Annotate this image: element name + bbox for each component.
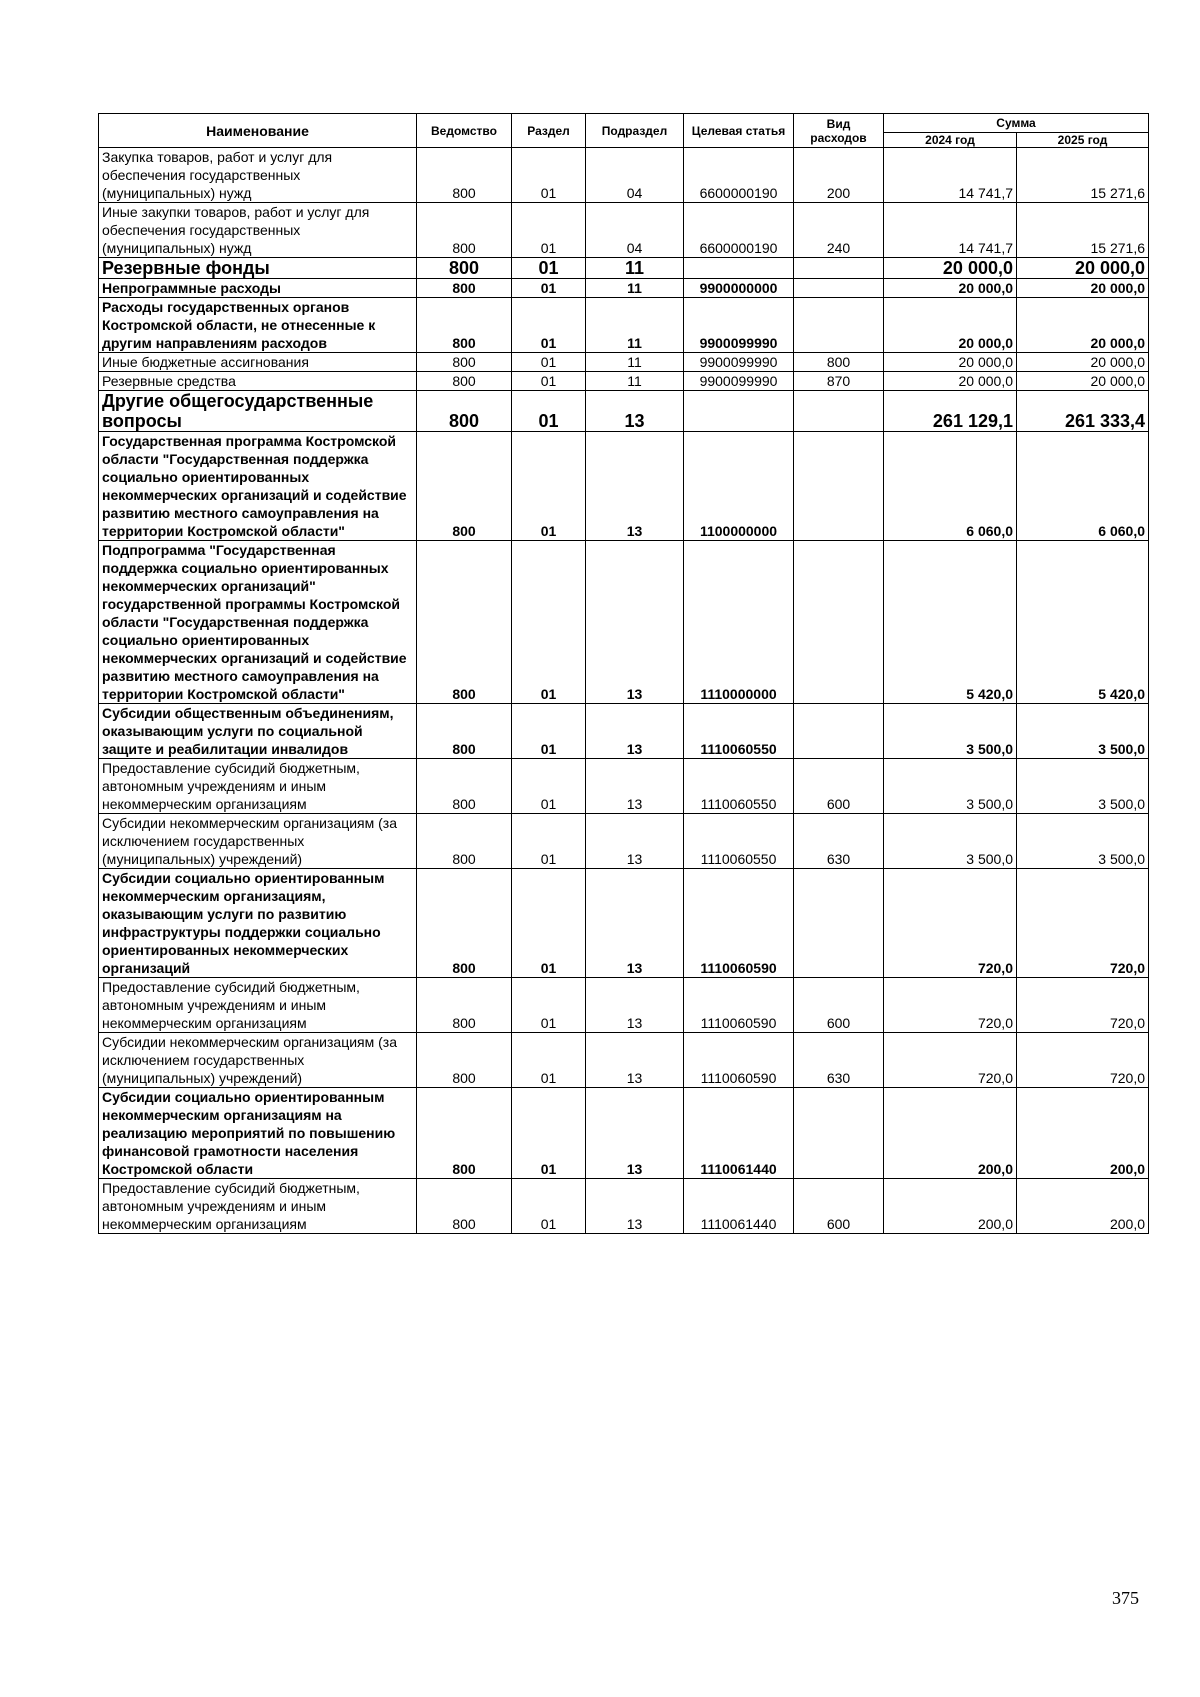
table-row	[99, 298, 1149, 353]
cell-dept: 800	[417, 298, 512, 353]
cell-target: 1100000000	[684, 432, 794, 541]
cell-dept: 800	[417, 759, 512, 814]
cell-name: Резервные фонды	[99, 258, 417, 279]
cell-sum-2025: 20 000,0	[1017, 279, 1149, 298]
cell-target: 6600000190	[684, 148, 794, 203]
header-year-2025: 2025 год	[1017, 133, 1149, 148]
cell-kind: 200	[794, 148, 884, 203]
cell-sum-2025: 6 060,0	[1017, 432, 1149, 541]
cell-target: 1110000000	[684, 541, 794, 704]
cell-sum-2024: 14 741,7	[884, 203, 1017, 258]
cell-dept: 800	[417, 1088, 512, 1179]
cell-name: Предоставление субсидий бюджетным, автономным учреждениям и иным некоммерческим организациям	[99, 759, 417, 814]
cell-kind	[794, 279, 884, 298]
cell-sum-2025: 20 000,0	[1017, 353, 1149, 372]
table-body	[99, 148, 1149, 1234]
cell-sum-2024: 200,0	[884, 1179, 1017, 1234]
cell-target	[684, 391, 794, 432]
table-row	[99, 258, 1149, 279]
cell-subsection: 13	[586, 1179, 684, 1234]
cell-kind: 630	[794, 814, 884, 869]
cell-section: 01	[512, 814, 586, 869]
header-year-2024: 2024 год	[884, 133, 1017, 148]
cell-sum-2025: 720,0	[1017, 869, 1149, 978]
cell-kind: 600	[794, 1179, 884, 1234]
cell-name: Иные закупки товаров, работ и услуг для обеспечения государственных (муниципальных) нужд	[99, 203, 417, 258]
cell-subsection: 11	[586, 353, 684, 372]
cell-subsection: 13	[586, 978, 684, 1033]
cell-section: 01	[512, 1179, 586, 1234]
cell-target: 1110060550	[684, 759, 794, 814]
cell-sum-2025: 720,0	[1017, 1033, 1149, 1088]
cell-kind: 800	[794, 353, 884, 372]
cell-sum-2024: 3 500,0	[884, 814, 1017, 869]
cell-kind: 600	[794, 978, 884, 1033]
cell-name: Субсидии общественным объединениям, оказывающим услуги по социальной защите и реабилитации инвалидов	[99, 704, 417, 759]
cell-section: 01	[512, 978, 586, 1033]
table-header	[99, 114, 1149, 148]
cell-dept: 800	[417, 372, 512, 391]
cell-section: 01	[512, 148, 586, 203]
cell-target: 9900099990	[684, 298, 794, 353]
cell-target: 1110061440	[684, 1088, 794, 1179]
budget-table	[98, 113, 1149, 1234]
table-row	[99, 372, 1149, 391]
cell-sum-2024: 200,0	[884, 1088, 1017, 1179]
cell-sum-2024: 6 060,0	[884, 432, 1017, 541]
table-row	[99, 704, 1149, 759]
cell-sum-2025: 3 500,0	[1017, 814, 1149, 869]
cell-name: Субсидии социально ориентированным некоммерческим организациям на реализацию мероприятий по повышению финансовой грамотности населения Костромской области	[99, 1088, 417, 1179]
cell-kind	[794, 258, 884, 279]
header-kind: Вид расходов	[794, 114, 884, 148]
cell-kind	[794, 432, 884, 541]
table-row	[99, 148, 1149, 203]
table-row	[99, 978, 1149, 1033]
cell-dept: 800	[417, 978, 512, 1033]
cell-sum-2024: 720,0	[884, 978, 1017, 1033]
cell-kind: 870	[794, 372, 884, 391]
cell-sum-2025: 720,0	[1017, 978, 1149, 1033]
cell-name: Субсидии некоммерческим организациям (за исключением государственных (муниципальных) учреждений)	[99, 814, 417, 869]
cell-sum-2024: 14 741,7	[884, 148, 1017, 203]
cell-sum-2025: 5 420,0	[1017, 541, 1149, 704]
cell-subsection: 13	[586, 391, 684, 432]
cell-target	[684, 258, 794, 279]
cell-name: Субсидии некоммерческим организациям (за исключением государственных (муниципальных) учреждений)	[99, 1033, 417, 1088]
cell-sum-2025: 3 500,0	[1017, 759, 1149, 814]
cell-subsection: 13	[586, 1033, 684, 1088]
cell-sum-2025: 200,0	[1017, 1088, 1149, 1179]
table-row	[99, 353, 1149, 372]
cell-dept: 800	[417, 1033, 512, 1088]
cell-sum-2025: 3 500,0	[1017, 704, 1149, 759]
cell-kind	[794, 869, 884, 978]
cell-sum-2025: 20 000,0	[1017, 298, 1149, 353]
cell-target: 1110060590	[684, 869, 794, 978]
cell-section: 01	[512, 279, 586, 298]
cell-kind: 630	[794, 1033, 884, 1088]
cell-target: 1110061440	[684, 1179, 794, 1234]
cell-sum-2024: 20 000,0	[884, 353, 1017, 372]
cell-target: 1110060590	[684, 1033, 794, 1088]
cell-dept: 800	[417, 391, 512, 432]
cell-sum-2025: 261 333,4	[1017, 391, 1149, 432]
cell-sum-2024: 261 129,1	[884, 391, 1017, 432]
cell-sum-2024: 5 420,0	[884, 541, 1017, 704]
cell-section: 01	[512, 372, 586, 391]
cell-subsection: 04	[586, 203, 684, 258]
table-row	[99, 1179, 1149, 1234]
cell-target: 1110060590	[684, 978, 794, 1033]
cell-kind: 240	[794, 203, 884, 258]
cell-subsection: 11	[586, 279, 684, 298]
header-name: Наименование	[99, 114, 417, 148]
cell-sum-2025: 15 271,6	[1017, 203, 1149, 258]
cell-kind: 600	[794, 759, 884, 814]
cell-name: Подпрограмма "Государственная поддержка социально ориентированных некоммерческих организаций" государственной программы Костромской области "Государственная поддержка социально ориентированных некоммерческих организаций и содействие развитию местного самоуправления на территории Костромской области"	[99, 541, 417, 704]
table-row	[99, 203, 1149, 258]
cell-sum-2025: 15 271,6	[1017, 148, 1149, 203]
cell-section: 01	[512, 1033, 586, 1088]
cell-subsection: 13	[586, 814, 684, 869]
cell-kind	[794, 541, 884, 704]
cell-dept: 800	[417, 353, 512, 372]
cell-name: Расходы государственных органов Костромской области, не отнесенные к другим направлениям расходов	[99, 298, 417, 353]
cell-sum-2024: 20 000,0	[884, 372, 1017, 391]
cell-dept: 800	[417, 541, 512, 704]
cell-subsection: 13	[586, 432, 684, 541]
cell-name: Непрограммные расходы	[99, 279, 417, 298]
cell-dept: 800	[417, 704, 512, 759]
cell-section: 01	[512, 869, 586, 978]
cell-subsection: 11	[586, 298, 684, 353]
cell-dept: 800	[417, 258, 512, 279]
table-row	[99, 1088, 1149, 1179]
cell-name: Резервные средства	[99, 372, 417, 391]
cell-kind	[794, 1088, 884, 1179]
cell-dept: 800	[417, 1179, 512, 1234]
cell-name: Государственная программа Костромской области "Государственная поддержка социально ориентированных некоммерческих организаций и содействие развитию местного самоуправления на территории Костромской области"	[99, 432, 417, 541]
cell-section: 01	[512, 759, 586, 814]
header-dept: Ведомство	[417, 114, 512, 148]
cell-sum-2025: 20 000,0	[1017, 258, 1149, 279]
cell-name: Предоставление субсидий бюджетным, автономным учреждениям и иным некоммерческим организациям	[99, 1179, 417, 1234]
cell-name: Закупка товаров, работ и услуг для обеспечения государственных (муниципальных) нужд	[99, 148, 417, 203]
cell-sum-2024: 20 000,0	[884, 298, 1017, 353]
cell-target: 9900099990	[684, 372, 794, 391]
cell-sum-2024: 3 500,0	[884, 704, 1017, 759]
cell-sum-2024: 20 000,0	[884, 258, 1017, 279]
cell-subsection: 11	[586, 258, 684, 279]
table-row	[99, 869, 1149, 978]
table-row	[99, 541, 1149, 704]
header-target: Целевая статья	[684, 114, 794, 148]
table-row	[99, 391, 1149, 432]
cell-dept: 800	[417, 279, 512, 298]
cell-kind	[794, 391, 884, 432]
cell-target: 1110060550	[684, 704, 794, 759]
table-row	[99, 1033, 1149, 1088]
cell-sum-2024: 720,0	[884, 1033, 1017, 1088]
cell-subsection: 13	[586, 869, 684, 978]
cell-section: 01	[512, 203, 586, 258]
cell-section: 01	[512, 541, 586, 704]
cell-kind	[794, 298, 884, 353]
cell-section: 01	[512, 432, 586, 541]
header-section: Раздел	[512, 114, 586, 148]
cell-target: 1110060550	[684, 814, 794, 869]
cell-sum-2024: 720,0	[884, 869, 1017, 978]
cell-subsection: 11	[586, 372, 684, 391]
cell-sum-2025: 20 000,0	[1017, 372, 1149, 391]
cell-section: 01	[512, 298, 586, 353]
cell-name: Субсидии социально ориентированным некоммерческим организациям, оказывающим услуги по развитию инфраструктуры поддержки социально ориентированных некоммерческих организаций	[99, 869, 417, 978]
cell-dept: 800	[417, 148, 512, 203]
cell-section: 01	[512, 353, 586, 372]
cell-sum-2025: 200,0	[1017, 1179, 1149, 1234]
cell-subsection: 13	[586, 704, 684, 759]
cell-section: 01	[512, 704, 586, 759]
cell-target: 9900000000	[684, 279, 794, 298]
cell-subsection: 04	[586, 148, 684, 203]
table-row	[99, 814, 1149, 869]
cell-dept: 800	[417, 432, 512, 541]
table-row	[99, 759, 1149, 814]
cell-section: 01	[512, 391, 586, 432]
header-sum: Сумма	[884, 114, 1149, 133]
cell-name: Другие общегосударственные вопросы	[99, 391, 417, 432]
cell-subsection: 13	[586, 759, 684, 814]
cell-dept: 800	[417, 814, 512, 869]
table-row	[99, 279, 1149, 298]
cell-subsection: 13	[586, 1088, 684, 1179]
cell-name: Предоставление субсидий бюджетным, автономным учреждениям и иным некоммерческим организациям	[99, 978, 417, 1033]
cell-subsection: 13	[586, 541, 684, 704]
cell-dept: 800	[417, 869, 512, 978]
cell-name: Иные бюджетные ассигнования	[99, 353, 417, 372]
header-subsection: Подраздел	[586, 114, 684, 148]
cell-section: 01	[512, 1088, 586, 1179]
page-number: 375	[1112, 1588, 1139, 1608]
cell-kind	[794, 704, 884, 759]
cell-dept: 800	[417, 203, 512, 258]
cell-target: 9900099990	[684, 353, 794, 372]
cell-target: 6600000190	[684, 203, 794, 258]
table-row	[99, 432, 1149, 541]
cell-sum-2024: 20 000,0	[884, 279, 1017, 298]
cell-sum-2024: 3 500,0	[884, 759, 1017, 814]
cell-section: 01	[512, 258, 586, 279]
